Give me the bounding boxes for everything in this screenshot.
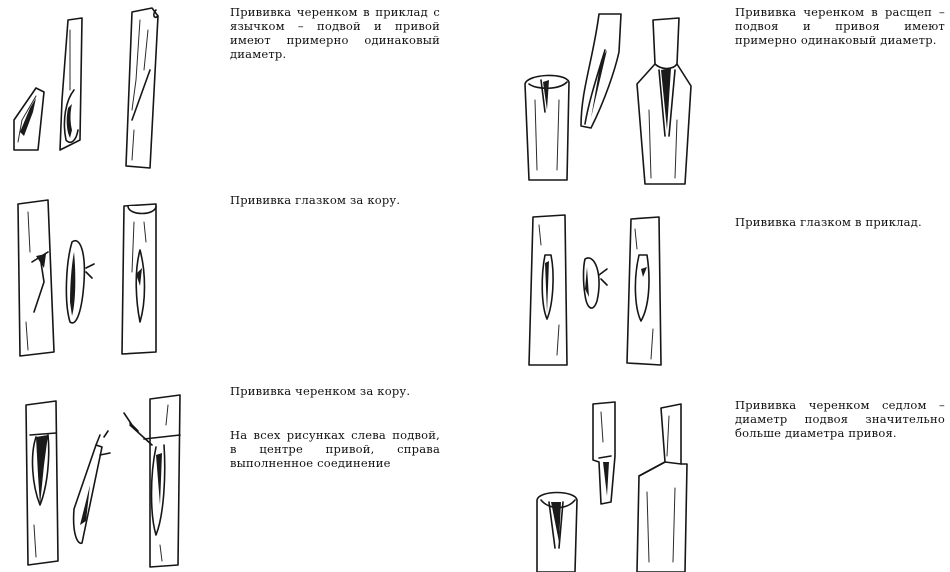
scion-shape <box>60 18 82 150</box>
caption-bark-scion <box>230 384 440 398</box>
caption-text: Прививка черенком седлом – диаметр подвоя значительно больше диаметра привоя. <box>735 398 945 440</box>
figure-note <box>230 428 440 470</box>
caption-cleft-graft <box>735 5 945 47</box>
caption-text: Прививка глазком за кору. <box>230 193 401 207</box>
scion-shape <box>581 14 621 128</box>
rootstock-shape <box>18 200 54 356</box>
scion-shape <box>593 402 615 504</box>
caption-saddle-graft <box>735 398 945 440</box>
union-shape <box>637 18 691 184</box>
union-shape <box>637 404 687 572</box>
chip-budding-drawing <box>515 205 725 370</box>
union-shape <box>124 395 180 567</box>
caption-text: Прививка черенком в приклад с язычком – подвой и привой имеют примерно одинаковый диаметр. <box>230 5 440 61</box>
rootstock-shape <box>529 215 567 365</box>
rootstock-shape <box>525 75 569 180</box>
scion-shape <box>74 431 110 543</box>
bark-scion-drawing <box>0 385 220 572</box>
union-shape <box>627 217 661 365</box>
rootstock-shape <box>26 401 58 565</box>
tongue-graft-drawing <box>0 0 220 175</box>
bud-chip-shape <box>584 258 608 308</box>
caption-chip-budding <box>735 215 945 229</box>
caption-text: Прививка черенком за кору. <box>230 384 411 398</box>
caption-tongue-graft <box>230 5 440 61</box>
union-shape <box>126 8 158 168</box>
bud-shield-shape <box>66 241 94 323</box>
union-shape <box>122 204 156 354</box>
caption-text: Прививка глазком в приклад. <box>735 215 922 229</box>
caption-text: Прививка черенком в расщеп – подвоя и привоя имеют примерно одинаковый диаметр. <box>735 5 945 47</box>
note-text: На всех рисунках слева подвой, в центре привой, справа выполненное соединение <box>230 428 440 470</box>
saddle-graft-drawing <box>515 392 725 572</box>
rootstock-shape <box>537 493 577 572</box>
rootstock-shape <box>14 88 44 150</box>
cleft-graft-drawing <box>515 0 725 185</box>
bark-budding-drawing <box>0 192 220 367</box>
caption-bark-budding <box>230 193 440 207</box>
